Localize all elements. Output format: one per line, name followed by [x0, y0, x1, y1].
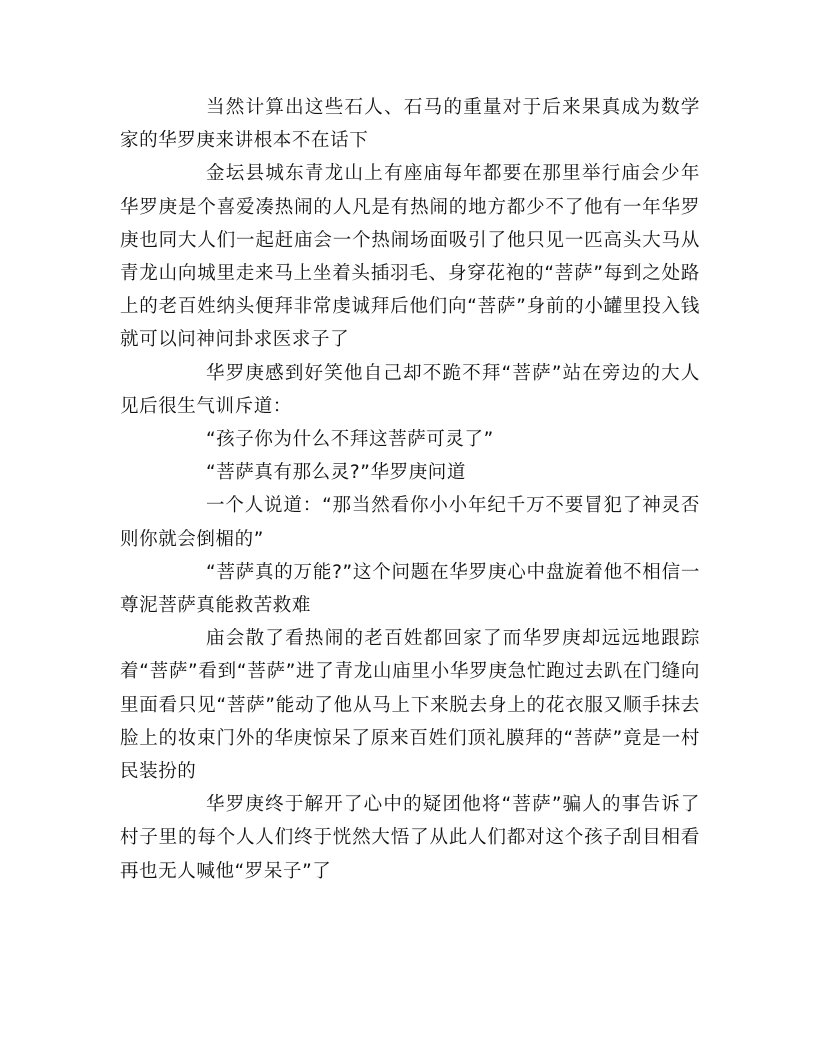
- paragraph-6: 一个人说道：“那当然看你小小年纪千万不要冒犯了神灵否则你就会倒楣的”: [120, 495, 700, 550]
- paragraph-4: “孩子你为什么不拜这菩萨可灵了”: [206, 429, 494, 451]
- paragraph-1: 当然计算出这些石人、石马的重量对于后来果真成为数学家的华罗庚来讲根本不在话下: [120, 97, 700, 152]
- paragraph-5: “菩萨真有那么灵?”华罗庚问道: [206, 462, 466, 484]
- paragraph-9: 华罗庚终于解开了心中的疑团他将“菩萨”骗人的事告诉了村子里的每个人人们终于恍然大悟了从此人们都对这个孩子刮目相看再也无人喊他“罗呆子”了: [120, 794, 700, 882]
- paragraph-2: 金坛县城东青龙山上有座庙每年都要在那里举行庙会少年华罗庚是个喜爱凑热闹的人凡是有热闹的地方都少不了他有一年华罗庚也同大人们一起赶庙会一个热闹场面吸引了他只见一匹高头大马从青龙山向城里走来马上坐着头插羽毛、身穿花袍的“菩萨”每到之处路上的老百姓纳头便拜非常虔诚拜后他们向“菩萨”身前的小罐里投入钱就可以问神问卦求医求子了: [120, 163, 700, 351]
- document-body: [120, 91, 700, 888]
- paragraph-7: “菩萨真的万能?”这个问题在华罗庚心中盘旋着他不相信一尊泥菩萨真能救苦救难: [120, 561, 700, 617]
- paragraph-8: 庙会散了看热闹的老百姓都回家了而华罗庚却远远地跟踪着“菩萨”看到“菩萨”进了青龙山庙里小华罗庚急忙跑过去趴在门缝向里面看只见“菩萨”能动了他从马上下来脱去身上的花衣服又顺手抹去脸上的妆束门外的华庚惊呆了原来百姓们顶礼膜拜的“菩萨”竟是一村民装扮的: [120, 628, 700, 783]
- paragraph-3: 华罗庚感到好笑他自己却不跪不拜“菩萨”站在旁边的大人见后很生气训斥道：: [120, 362, 700, 417]
